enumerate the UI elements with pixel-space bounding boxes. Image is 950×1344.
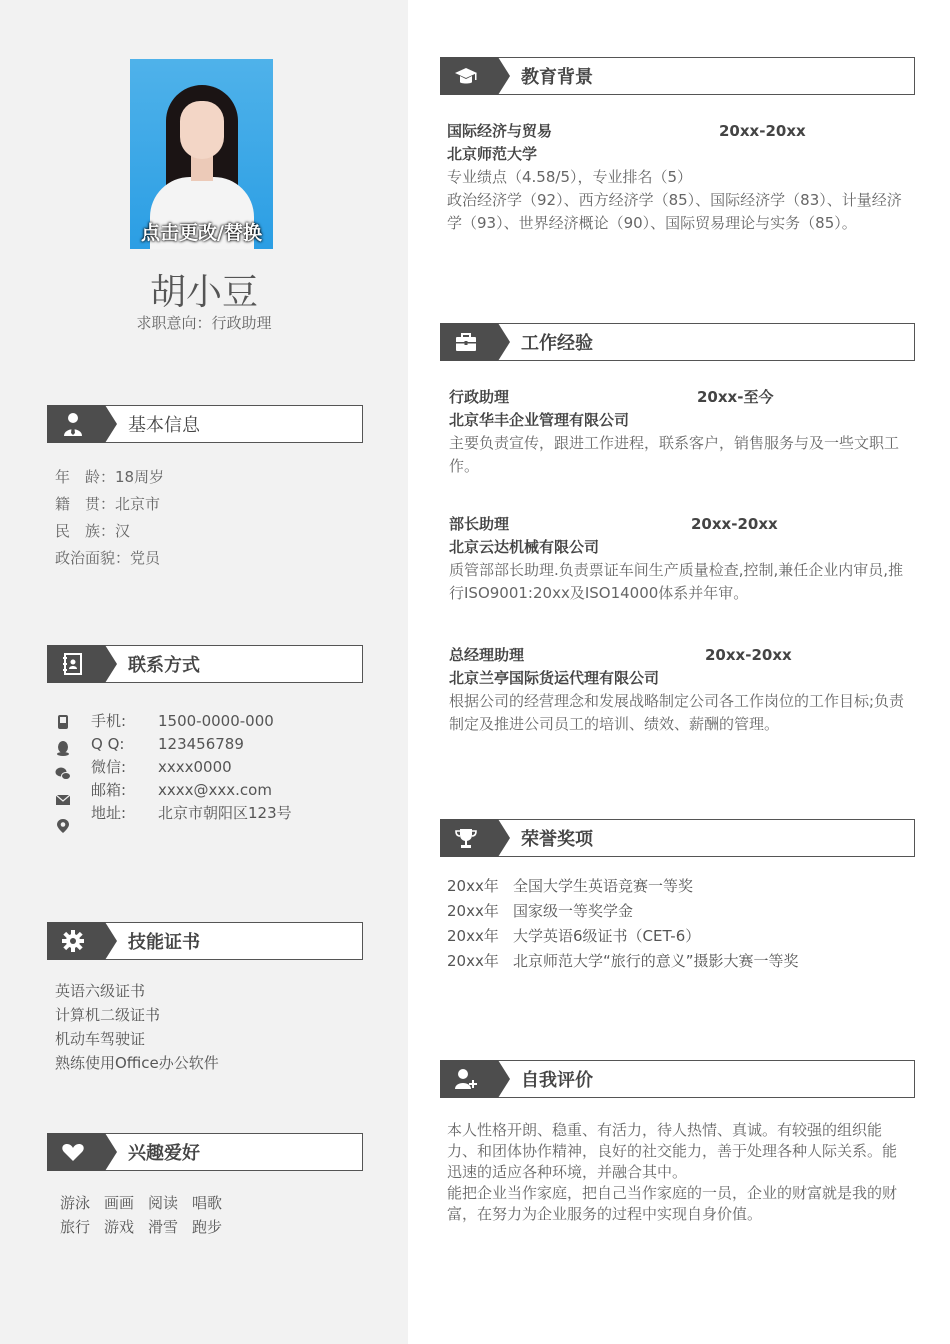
basic-info-list [55,464,164,572]
wechat-icon [55,766,71,782]
job-intent: 求职意向：行政助理 [136,314,272,332]
hobby-item: 阅读 [148,1194,179,1212]
heart-icon [61,1140,85,1164]
hobbies-row-1 [60,1192,236,1213]
basic-age: 年 龄：18周岁 [55,468,165,486]
edu-major: 国际经济与贸易 [447,122,553,140]
list-item: 机动车驾驶证 [55,1030,146,1048]
edu-school: 北京师范大学 [447,145,538,163]
list-item: 20xx年 大学英语6级证书（CET-6） [447,927,701,945]
section-title: 教育背景 [521,67,593,88]
job-3 [449,644,909,736]
section-header-honors [440,819,915,857]
user-plus-icon [454,1067,478,1091]
hobby-item: 跑步 [192,1218,223,1236]
basic-hometown: 籍 贯：北京市 [55,495,161,513]
edu-courses: 政治经济学（92）、西方经济学（85）、国际经济学（83）、计量经济学（93）、世界经济概论（90）、国际贸易理论与实务（85）。 [447,191,902,232]
section-header-basic [47,405,363,443]
person-name: 胡小豆 [149,272,258,313]
briefcase-icon [454,330,478,354]
person-tie-icon [61,412,85,436]
honors-list [447,874,799,974]
location-pin-icon [55,818,71,834]
job-role: 部长助理 [449,515,510,533]
hobby-item: 游泳 [60,1194,91,1212]
section-header-self [440,1060,915,1098]
edu-dates: 20xx-20xx [719,122,806,140]
contact-address: 地址: 北京市朝阳区123号 [91,804,292,822]
hobby-item: 唱歌 [192,1194,223,1212]
trophy-icon [454,826,478,850]
basic-ethnicity: 民 族：汉 [55,522,131,540]
job-dates: 20xx-至今 [697,388,774,406]
section-title: 联系方式 [128,655,200,676]
skills-list [55,979,219,1075]
self-paragraph-2: 能把企业当作家庭，把自己当作家庭的一员，企业的财富就是我的财富，在努力为企业服务的过程中实现自身价值。 [447,1184,898,1223]
hobby-item: 画画 [104,1194,135,1212]
job-desc: 根据公司的经营理念和发展战略制定公司各工作岗位的工作目标;负责制定及推进公司员工的培训、绩效、薪酬的管理。 [449,692,905,733]
self-paragraph-1: 本人性格开朗、稳重、有活力，待人热情、真诚。有较强的组织能力、和团体协作精神，良好的社交能力，善于处理各种人际关系。能迅速的适应各种环境，并融合其中。 [447,1121,898,1181]
section-title: 工作经验 [521,333,593,354]
contact-wechat: 微信: xxxx0000 [91,758,232,776]
hobby-item: 滑雪 [148,1218,179,1236]
job-desc: 质管部部长助理.负责票证车间生产质量检查,控制,兼任企业内审员,推行ISO9001:20xx及ISO14000体系并年审。 [449,561,904,602]
list-item: 20xx年 北京师范大学“旅行的意义”摄影大赛一等奖 [447,952,799,970]
section-header-contact [47,645,363,683]
self-evaluation [447,1120,907,1225]
section-header-work [440,323,915,361]
job-desc: 主要负责宣传，跟进工作进程，联系客户，销售服务与及一些文职工作。 [449,434,900,475]
job-company: 北京华丰企业管理有限公司 [449,411,630,429]
list-item: 计算机二级证书 [55,1006,161,1024]
job-role: 总经理助理 [449,646,525,664]
job-1 [449,386,909,478]
photo-caption[interactable]: 点击更改/替换 [141,222,262,244]
job-2 [449,513,909,605]
basic-political: 政治面貌：党员 [55,549,161,567]
section-title: 荣誉奖项 [521,829,593,850]
hobby-item: 游戏 [104,1218,135,1236]
mail-icon [55,792,71,808]
contact-qq: Q Q: 123456789 [91,735,244,753]
section-title: 兴趣爱好 [128,1143,200,1164]
list-item: 英语六级证书 [55,982,146,1000]
gear-icon [61,929,85,953]
graduation-cap-icon [454,64,478,88]
section-header-skills [47,922,363,960]
section-header-hobbies [47,1133,363,1171]
job-dates: 20xx-20xx [705,646,792,664]
profile-photo[interactable] [130,59,273,249]
address-book-icon [61,652,85,676]
section-title: 自我评价 [521,1070,593,1091]
contact-email: 邮箱: xxxx@xxx.com [91,781,272,799]
job-company: 北京兰亭国际货运代理有限公司 [449,669,660,687]
section-title: 技能证书 [128,932,200,953]
hobby-item: 旅行 [60,1218,91,1236]
job-role: 行政助理 [449,388,510,406]
list-item: 20xx年 国家级一等奖学金 [447,902,634,920]
edu-gpa: 专业绩点（4.58/5），专业排名（5） [447,168,693,186]
job-company: 北京云达机械有限公司 [449,538,600,556]
list-item: 熟练使用Office办公软件 [55,1054,219,1072]
job-dates: 20xx-20xx [691,515,778,533]
education-block [447,120,907,235]
hobbies-row-2 [60,1216,236,1237]
contact-list [55,710,292,825]
qq-icon [55,740,71,756]
list-item: 20xx年 全国大学生英语竞赛一等奖 [447,877,694,895]
phone-icon [55,714,71,730]
contact-phone: 手机: 1500-0000-000 [91,712,274,730]
section-header-education [440,57,915,95]
section-title: 基本信息 [128,415,200,436]
photo-face [180,101,224,159]
